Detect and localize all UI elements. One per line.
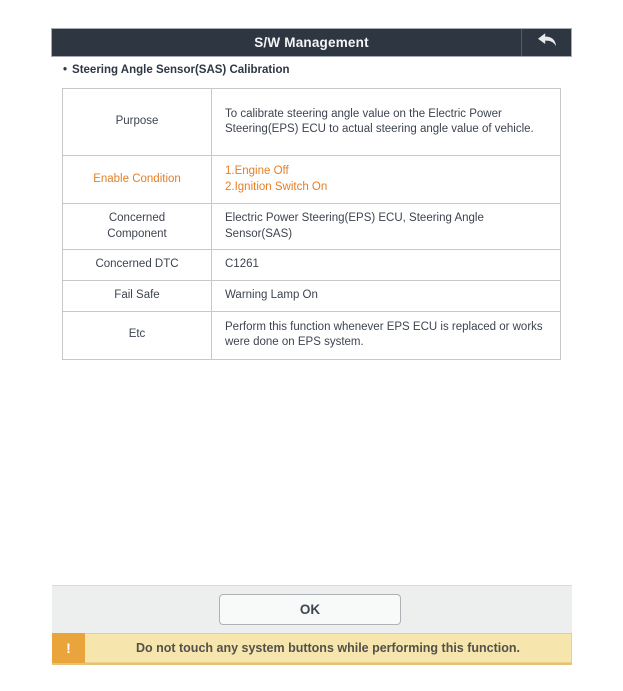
- row-value: Perform this function whenever EPS ECU is replaced or works were done on EPS system.: [225, 320, 543, 348]
- row-label: Enable Condition: [93, 172, 181, 185]
- warning-message: Do not touch any system buttons while performing this function.: [85, 633, 572, 663]
- exclamation-icon: !: [52, 633, 85, 663]
- table-row-concerned-dtc: [63, 249, 560, 280]
- ok-button[interactable]: OK: [219, 594, 401, 625]
- table-row-enable-condition: [63, 155, 560, 203]
- row-value: C1261: [225, 258, 259, 271]
- row-label: Concerned Component: [107, 212, 167, 240]
- row-label: Concerned DTC: [95, 258, 179, 271]
- row-label: Purpose: [115, 115, 159, 128]
- row-value: To calibrate steering angle value on the Electric Power Steering(EPS) ECU to actual steering angle value of vehicle.: [225, 107, 534, 135]
- function-subtitle-label: Steering Angle Sensor(SAS) Calibration: [72, 64, 290, 76]
- function-subtitle: [63, 64, 290, 76]
- warning-banner: [52, 633, 572, 663]
- header-bar: [51, 28, 572, 57]
- enable-condition-line-1: 1.Engine Off: [225, 165, 289, 177]
- row-label: Fail Safe: [114, 289, 160, 301]
- return-arrow-icon: [535, 32, 559, 54]
- row-value: Warning Lamp On: [225, 289, 318, 301]
- table-row-concerned-component: [63, 203, 560, 249]
- row-label: Etc: [128, 328, 146, 341]
- table-row-fail-safe: [63, 280, 560, 311]
- page-title: S/W Management: [254, 35, 369, 50]
- function-info-table: [62, 88, 561, 360]
- row-value: Electric Power Steering(EPS) ECU, Steering Angle Sensor(SAS): [225, 212, 484, 240]
- table-row-etc: [63, 311, 560, 359]
- table-row-purpose: [63, 89, 560, 155]
- back-button[interactable]: [521, 29, 571, 56]
- bullet-icon: •: [63, 64, 68, 76]
- enable-condition-line-2: 2.Ignition Switch On: [225, 180, 328, 193]
